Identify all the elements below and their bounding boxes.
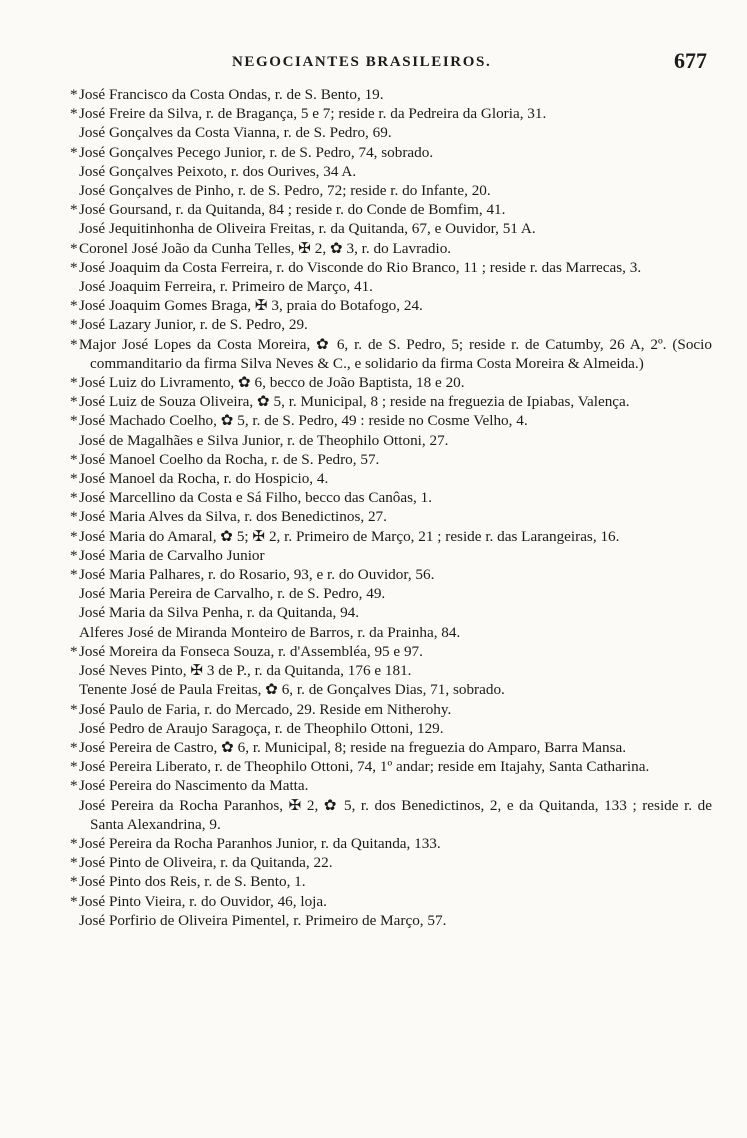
- entry-text: José Pereira de Castro, ✿ 6, r. Municipal, 8; reside na freguezia do Amparo, Barra Mansa.: [79, 738, 627, 756]
- list-item: [70, 642, 712, 661]
- list-item: [70, 431, 712, 450]
- entry-mark: *: [70, 470, 78, 488]
- list-item: [70, 411, 712, 430]
- list-item: [70, 603, 712, 622]
- list-item: [70, 776, 712, 795]
- list-item: [70, 85, 712, 104]
- list-item: [70, 392, 712, 411]
- list-item: [70, 796, 712, 834]
- list-item: [70, 565, 712, 584]
- entry-text: José Gonçalves de Pinho, r. de S. Pedro, 72; reside r. do Infante, 20.: [79, 182, 491, 200]
- entry-text: José Maria Pereira de Carvalho, r. de S. Pedro, 49.: [79, 585, 386, 603]
- entry-text: José Pereira do Nascimento da Matta.: [79, 777, 309, 795]
- entry-mark: *: [70, 777, 78, 795]
- entry-text: José Pinto Vieira, r. do Ouvidor, 46, loja.: [79, 892, 327, 910]
- list-item: [70, 469, 712, 488]
- list-item: [70, 219, 712, 238]
- entry-text: José Maria de Carvalho Junior: [79, 546, 265, 564]
- list-item: [70, 507, 712, 526]
- list-item: [70, 700, 712, 719]
- entry-text: José Manoel Coelho da Rocha, r. de S. Pedro, 57.: [79, 450, 380, 468]
- list-item: [70, 546, 712, 565]
- entry-mark: *: [70, 758, 78, 776]
- list-item: [70, 911, 712, 930]
- list-item: [70, 335, 712, 373]
- entry-text: José Freire da Silva, r. de Bragança, 5 e 7; reside r. da Pedreira da Gloria, 31.: [79, 105, 547, 123]
- running-head: [0, 48, 747, 78]
- entry-mark: *: [70, 335, 78, 353]
- entry-mark: *: [70, 201, 78, 219]
- entry-mark: *: [70, 508, 78, 526]
- entry-text: José Luiz do Livramento, ✿ 6, becco de João Baptista, 18 e 20.: [79, 374, 465, 392]
- entry-text: Major José Lopes da Costa Moreira, ✿ 6, r. de S. Pedro, 5; reside r. de Catumby, 26 A, 2º. (Socio commanditario da firma Silva Neves & C., e solidario da firma Costa Moreira & Almeida.): [79, 335, 712, 372]
- list-item: [70, 296, 712, 315]
- entry-mark: *: [70, 374, 78, 392]
- list-item: [70, 277, 712, 296]
- merchant-list: [70, 85, 712, 930]
- list-item: [70, 162, 712, 181]
- entry-text: José Jequitinhonha de Oliveira Freitas, r. da Quitanda, 67, e Ouvidor, 51 A.: [79, 220, 536, 238]
- list-item: [70, 450, 712, 469]
- entry-text: José Luiz de Souza Oliveira, ✿ 5, r. Municipal, 8 ; reside na freguezia de Ipiabas, Valença.: [79, 393, 630, 411]
- entry-text: Alferes José de Miranda Monteiro de Barros, r. da Prainha, 84.: [79, 623, 461, 641]
- list-item: [70, 680, 712, 699]
- list-item: [70, 872, 712, 891]
- entry-text: José Pinto de Oliveira, r. da Quitanda, 22.: [79, 854, 333, 872]
- entry-mark: *: [70, 527, 78, 545]
- entry-text: José Goursand, r. da Quitanda, 84 ; reside r. do Conde de Bomfim, 41.: [79, 201, 506, 219]
- entry-mark: *: [70, 258, 78, 276]
- entry-mark: *: [70, 105, 78, 123]
- page-title: NEGOCIANTES BRASILEIROS.: [232, 54, 492, 70]
- entry-text: José Marcellino da Costa e Sá Filho, becco das Canôas, 1.: [79, 489, 433, 507]
- list-item: [70, 104, 712, 123]
- entry-mark: *: [70, 393, 78, 411]
- entry-text: José Lazary Junior, r. de S. Pedro, 29.: [79, 316, 308, 334]
- entry-text: José Gonçalves Pecego Junior, r. de S. Pedro, 74, sobrado.: [79, 143, 434, 161]
- entry-text: José Porfirio de Oliveira Pimentel, r. Primeiro de Março, 57.: [79, 911, 447, 929]
- list-item: [70, 527, 712, 546]
- list-item: [70, 373, 712, 392]
- entry-mark: *: [70, 143, 78, 161]
- entry-text: José Joaquim da Costa Ferreira, r. do Visconde do Rio Branco, 11 ; reside r. das Marrecas, 3.: [79, 258, 642, 276]
- entry-mark: *: [70, 642, 78, 660]
- entry-mark: *: [70, 738, 78, 756]
- entry-text: José de Magalhães e Silva Junior, r. de Theophilo Ottoni, 27.: [79, 431, 449, 449]
- list-item: [70, 623, 712, 642]
- entry-mark: *: [70, 297, 78, 315]
- list-item: [70, 488, 712, 507]
- entry-mark: *: [70, 873, 78, 891]
- entry-mark: *: [70, 239, 78, 257]
- list-item: [70, 757, 712, 776]
- entry-text: José Maria da Silva Penha, r. da Quitanda, 94.: [79, 604, 360, 622]
- page-number: 677: [674, 48, 707, 73]
- list-item: [70, 892, 712, 911]
- list-item: [70, 738, 712, 757]
- entry-text: José Neves Pinto, ✠ 3 de P., r. da Quitanda, 176 e 181.: [79, 662, 412, 680]
- entry-text: José Pereira Liberato, r. de Theophilo Ottoni, 74, 1º andar; reside em Itajahy, Santa Catharina.: [79, 758, 650, 776]
- entry-text: José Francisco da Costa Ondas, r. de S. Bento, 19.: [79, 86, 384, 103]
- entry-text: Coronel José João da Cunha Telles, ✠ 2, ✿ 3, r. do Lavradio.: [79, 239, 452, 257]
- entry-mark: *: [70, 412, 78, 430]
- list-item: [70, 661, 712, 680]
- entry-text: José Pedro de Araujo Saragoça, r. de Theophilo Ottoni, 129.: [79, 719, 444, 737]
- list-item: [70, 143, 712, 162]
- entry-text: José Joaquim Ferreira, r. Primeiro de Março, 41.: [79, 278, 373, 296]
- entry-text: José Maria Alves da Silva, r. dos Benedictinos, 27.: [79, 508, 387, 526]
- entry-text: José Pinto dos Reis, r. de S. Bento, 1.: [79, 873, 306, 891]
- entry-mark: *: [70, 892, 78, 910]
- list-item: [70, 258, 712, 277]
- entry-mark: *: [70, 450, 78, 468]
- entry-text: José Pereira da Rocha Paranhos, ✠ 2, ✿ 5, r. dos Benedictinos, 2, e da Quitanda, 133 ; reside r. de Santa Alexandrina, 9.: [79, 796, 712, 833]
- entry-mark: *: [70, 566, 78, 584]
- entry-text: José Gonçalves Peixoto, r. dos Ourives, 34 A.: [79, 162, 357, 180]
- entry-mark: *: [70, 834, 78, 852]
- list-item: [70, 123, 712, 142]
- entry-mark: *: [70, 700, 78, 718]
- list-item: [70, 239, 712, 258]
- entry-text: José Manoel da Rocha, r. do Hospicio, 4.: [79, 470, 329, 488]
- list-item: [70, 719, 712, 738]
- entry-mark: *: [70, 316, 78, 334]
- entry-text: Tenente José de Paula Freitas, ✿ 6, r. de Gonçalves Dias, 71, sobrado.: [79, 681, 505, 699]
- list-item: [70, 200, 712, 219]
- entry-text: José Paulo de Faria, r. do Mercado, 29. Reside em Nitherohy.: [79, 700, 452, 718]
- list-item: [70, 315, 712, 334]
- entry-mark: *: [70, 489, 78, 507]
- entry-text: José Moreira da Fonseca Souza, r. d'Assembléa, 95 e 97.: [79, 642, 423, 660]
- entry-text: José Joaquim Gomes Braga, ✠ 3, praia do Botafogo, 24.: [79, 297, 423, 315]
- list-item: [70, 584, 712, 603]
- entry-text: José Machado Coelho, ✿ 5, r. de S. Pedro, 49 : reside no Cosme Velho, 4.: [79, 412, 528, 430]
- entry-mark: *: [70, 86, 78, 103]
- entry-text: José Maria Palhares, r. do Rosario, 93, e r. do Ouvidor, 56.: [79, 566, 435, 584]
- entry-mark: *: [70, 546, 78, 564]
- entry-mark: *: [70, 854, 78, 872]
- list-item: [70, 853, 712, 872]
- entry-text: José Maria do Amaral, ✿ 5; ✠ 2, r. Primeiro de Março, 21 ; reside r. das Larangeiras, 16.: [79, 527, 620, 545]
- list-item: [70, 834, 712, 853]
- list-item: [70, 181, 712, 200]
- entry-text: José Pereira da Rocha Paranhos Junior, r. da Quitanda, 133.: [79, 834, 441, 852]
- entry-text: José Gonçalves da Costa Vianna, r. de S. Pedro, 69.: [79, 124, 392, 142]
